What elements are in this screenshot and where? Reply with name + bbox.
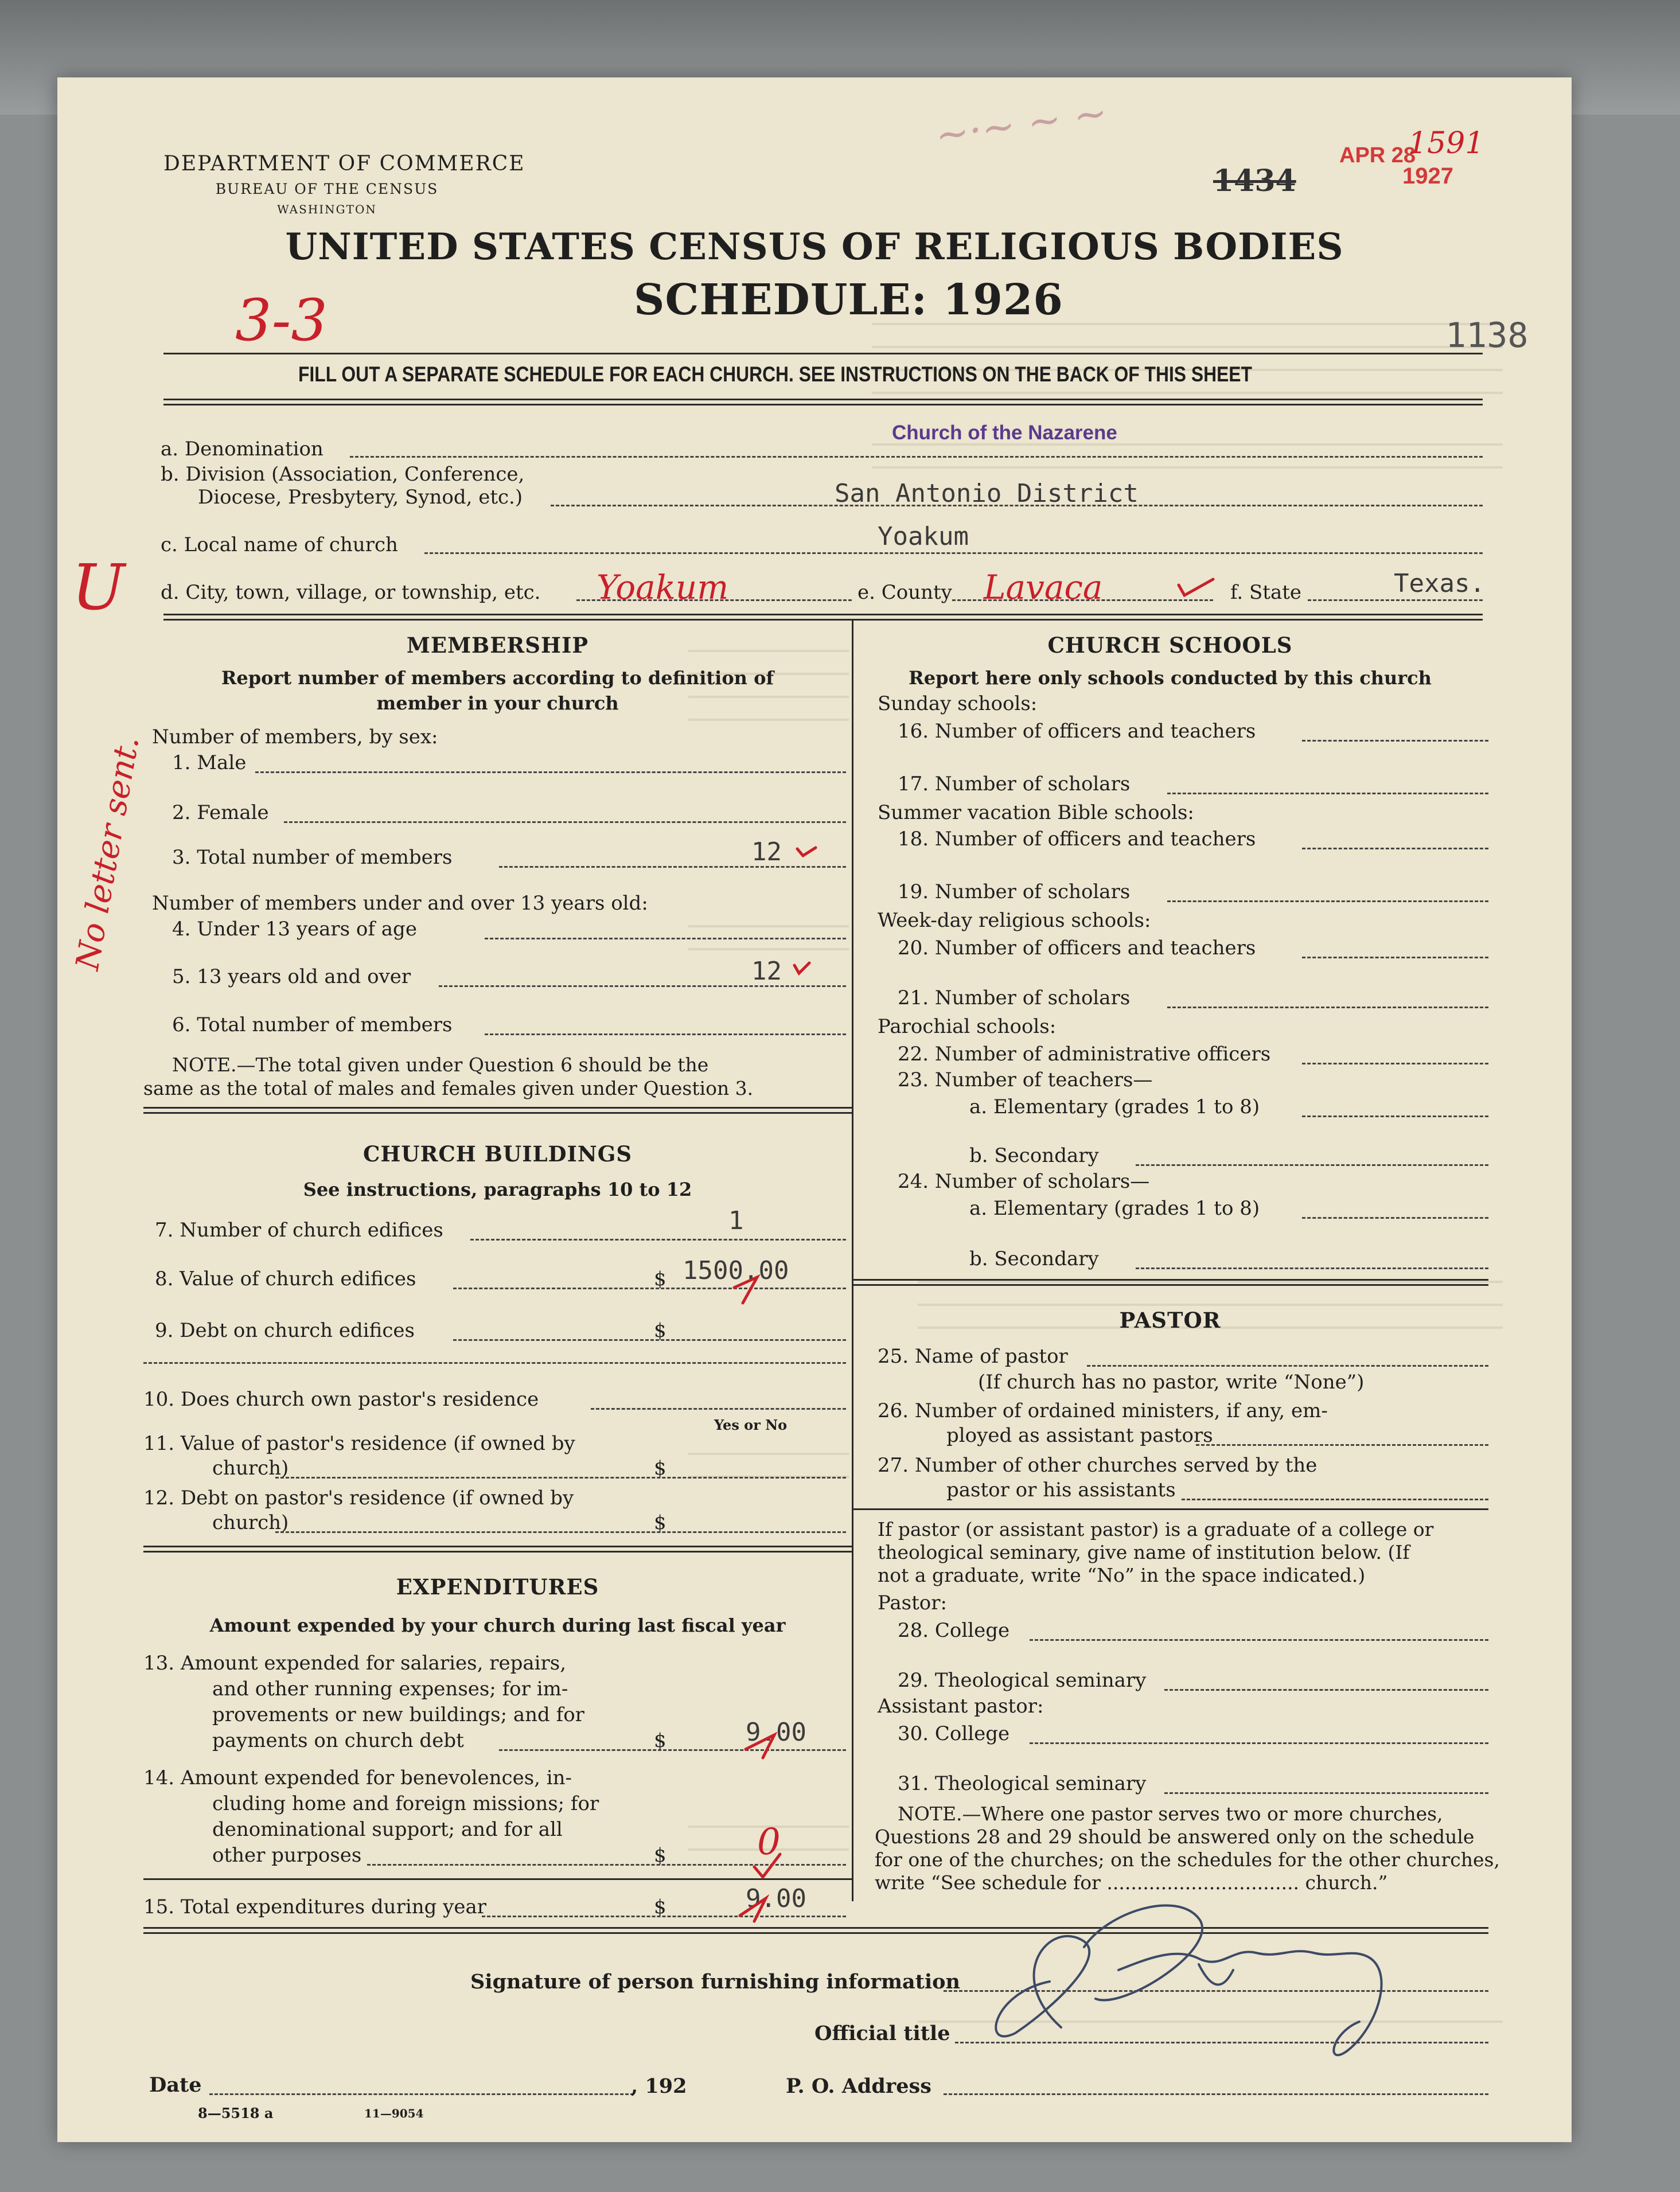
q4-under-13: 4. Under 13 years of age (172, 918, 417, 941)
washington-label: WASHINGTON (277, 202, 377, 216)
division-label-cont: Diocese, Presbytery, Synod, etc.) (198, 486, 523, 509)
assistant-pastor-subheading: Assistant pastor: (878, 1695, 1044, 1718)
q11-cont: church) (212, 1457, 289, 1480)
denomination-label: a. Denomination (161, 438, 323, 461)
parochial-schools-label: Parochial schools: (878, 1015, 1057, 1038)
q15-dollar: $ (654, 1895, 666, 1918)
q14-label-4: other purposes (212, 1844, 362, 1867)
q17: 17. Number of scholars (898, 773, 1131, 795)
q24: 24. Number of scholars— (898, 1170, 1150, 1193)
date-year: , 192 (631, 2074, 687, 2098)
q15-total: 15. Total expenditures during year (143, 1895, 487, 1918)
q24b: b. Secondary (969, 1247, 1099, 1270)
local-name-label: c. Local name of church (161, 533, 398, 556)
handwritten-number: 1591 (1408, 126, 1484, 161)
local-name-value: Yoakum (878, 522, 969, 551)
q14-label: 14. Amount expended for benevolences, in- (143, 1766, 572, 1789)
q31-seminary: 31. Theological seminary (898, 1772, 1147, 1795)
sunday-schools-label: Sunday schools: (878, 692, 1038, 715)
q8-value: 1500.00 (683, 1256, 789, 1285)
state-label: f. State (1230, 581, 1301, 604)
county-label: e. County (857, 581, 952, 604)
q26-cont: ployed as assistant pastors (946, 1424, 1213, 1447)
pencil-scribble: ~·~ ~ ~ (932, 88, 1110, 159)
expenditures-heading: EXPENDITURES (396, 1574, 599, 1600)
q27-cont: pastor or his assistants (946, 1479, 1176, 1501)
margin-note: No letter sent. (69, 733, 147, 973)
membership-heading: MEMBERSHIP (406, 633, 589, 658)
q21: 21. Number of scholars (898, 986, 1131, 1009)
q13-label-2: and other running expenses; for im- (212, 1678, 568, 1700)
q19: 19. Number of scholars (898, 880, 1131, 903)
q9-debt: 9. Debt on church edifices (155, 1319, 415, 1342)
q16: 16. Number of officers and teachers (898, 720, 1256, 743)
q13-label-3: provements or new buildings; and for (212, 1703, 584, 1726)
typed-number: 1138 (1445, 315, 1529, 356)
print-number: 11—9054 (364, 2107, 424, 2120)
membership-note: NOTE.—The total given under Question 6 should be the (172, 1054, 709, 1076)
q13-value: 9.00 (746, 1718, 806, 1747)
q30-college: 30. College (898, 1722, 1010, 1745)
q7-value: 1 (728, 1206, 744, 1235)
schedule-title: SCHEDULE: 1926 (634, 275, 1063, 325)
q23: 23. Number of teachers— (898, 1068, 1153, 1091)
city-label: d. City, town, village, or township, etc. (161, 581, 541, 604)
buildings-heading: CHURCH BUILDINGS (362, 1141, 633, 1167)
city-value: Yoakum (597, 568, 729, 607)
q13-label-4: payments on church debt (212, 1729, 464, 1752)
stamp-number-struck: 1434 (1213, 163, 1296, 198)
membership-note-cont: same as the total of males and females given under Question 3. (143, 1077, 754, 1099)
q13-label: 13. Amount expended for salaries, repairs, (143, 1652, 567, 1675)
received-stamp-month: APR 28 (1339, 143, 1416, 167)
membership-subheading: Report number of members according to definition of (221, 667, 774, 689)
census-schedule-sheet (57, 77, 1572, 2142)
q25-hint: (If church has no pastor, write “None”) (978, 1371, 1365, 1394)
weekday-schools-label: Week-day religious schools: (878, 909, 1151, 932)
pastor-note-4: write “See schedule for ................................ church.” (875, 1871, 1388, 1894)
schools-subheading: Report here only schools conducted by this church (909, 667, 1432, 689)
q7-edifices: 7. Number of church edifices (155, 1219, 443, 1242)
q13-dollar: $ (654, 1729, 666, 1752)
q18: 18. Number of officers and teachers (898, 828, 1256, 851)
expenditures-subheading: Amount expended by your church during last fiscal year (209, 1614, 786, 1636)
schools-heading: CHURCH SCHOOLS (1047, 633, 1293, 658)
q9-dollar: $ (654, 1319, 666, 1342)
q23a: a. Elementary (grades 1 to 8) (969, 1095, 1260, 1118)
q3-total: 3. Total number of members (172, 846, 453, 869)
q24a: a. Elementary (grades 1 to 8) (969, 1197, 1260, 1220)
q8-value-edifices: 8. Value of church edifices (155, 1267, 416, 1290)
state-value: Texas. (1394, 569, 1485, 598)
received-stamp-year: 1927 (1402, 163, 1453, 189)
by-sex-label: Number of members, by sex: (152, 726, 438, 748)
pastor-heading: PASTOR (1119, 1308, 1221, 1333)
pastor-note: NOTE.—Where one pastor serves two or more churches, (898, 1803, 1443, 1825)
county-value: Lavaca (984, 568, 1103, 607)
q22: 22. Number of administrative officers (898, 1043, 1271, 1066)
q12-cont: church) (212, 1511, 289, 1534)
denomination-stamp: Church of the Nazarene (892, 422, 1117, 444)
pastor-note-3: for one of the churches; on the schedules for the other churches, (875, 1848, 1500, 1871)
membership-subheading-cont: member in your church (376, 692, 619, 714)
department-label: DEPARTMENT OF COMMERCE (163, 152, 525, 175)
division-label: b. Division (Association, Conference, (161, 463, 525, 486)
buildings-subheading: See instructions, paragraphs 10 to 12 (303, 1179, 692, 1200)
q11-dollar: $ (654, 1457, 666, 1480)
q26: 26. Number of ordained ministers, if any, em- (878, 1399, 1328, 1422)
q20: 20. Number of officers and teachers (898, 937, 1256, 960)
q5-13-and-over: 5. 13 years old and over (172, 965, 411, 988)
q25-pastor-name: 25. Name of pastor (878, 1345, 1068, 1368)
q5-value: 12 (751, 957, 782, 986)
graduate-instructions-2: theological seminary, give name of institution below. (If (878, 1541, 1410, 1563)
q27: 27. Number of other churches served by the (878, 1454, 1318, 1477)
instructions-line: FILL OUT A SEPARATE SCHEDULE FOR EACH CHURCH. SEE INSTRUCTIONS ON THE BACK OF THIS SHEET (298, 362, 1252, 386)
date-label: Date (149, 2073, 202, 2097)
q11-value-residence: 11. Value of pastor's residence (if owned by (143, 1432, 575, 1455)
q8-dollar: $ (654, 1267, 666, 1290)
q1-male: 1. Male (172, 751, 247, 774)
q14-dollar: $ (654, 1844, 666, 1867)
q2-female: 2. Female (172, 801, 269, 824)
age-label: Number of members under and over 13 years old: (152, 892, 648, 915)
q3-value: 12 (751, 837, 782, 867)
signature-label: Signature of person furnishing information (470, 1970, 960, 1994)
pastor-note-2: Questions 28 and 29 should be answered only on the schedule (875, 1826, 1475, 1848)
bureau-label: BUREAU OF THE CENSUS (215, 181, 439, 197)
margin-mark: U (72, 551, 125, 624)
q10-residence: 10. Does church own pastor's residence (143, 1388, 539, 1411)
form-title: UNITED STATES CENSUS OF RELIGIOUS BODIES (285, 225, 1344, 268)
q28-college: 28. College (898, 1619, 1010, 1642)
q29-seminary: 29. Theological seminary (898, 1669, 1147, 1692)
q14-label-3: denominational support; and for all (212, 1818, 563, 1841)
summer-schools-label: Summer vacation Bible schools: (878, 801, 1194, 824)
q12-debt-residence: 12. Debt on pastor's residence (if owned by (143, 1487, 574, 1510)
po-address-label: P. O. Address (786, 2074, 931, 2098)
form-number: 8—5518 a (198, 2105, 274, 2121)
division-value: San Antonio District (835, 479, 1139, 508)
signature-scrawl (878, 1878, 1451, 2108)
q6-total: 6. Total number of members (172, 1013, 453, 1036)
q14-value: 0 (757, 1821, 781, 1863)
yes-no-hint: Yes or No (714, 1417, 788, 1433)
q23b: b. Secondary (969, 1144, 1099, 1167)
graduate-instructions: If pastor (or assistant pastor) is a graduate of a college or (878, 1518, 1434, 1540)
pastor-subheading: Pastor: (878, 1592, 947, 1614)
graduate-instructions-3: not a graduate, write “No” in the space indicated.) (878, 1564, 1366, 1586)
q12-dollar: $ (654, 1511, 666, 1534)
q15-value: 9.00 (746, 1884, 806, 1913)
check-marks (57, 77, 1572, 2142)
q14-label-2: cluding home and foreign missions; for (212, 1792, 599, 1815)
official-title-label: Official title (814, 2022, 950, 2045)
handwritten-mark-3-3: 3-3 (235, 287, 328, 354)
